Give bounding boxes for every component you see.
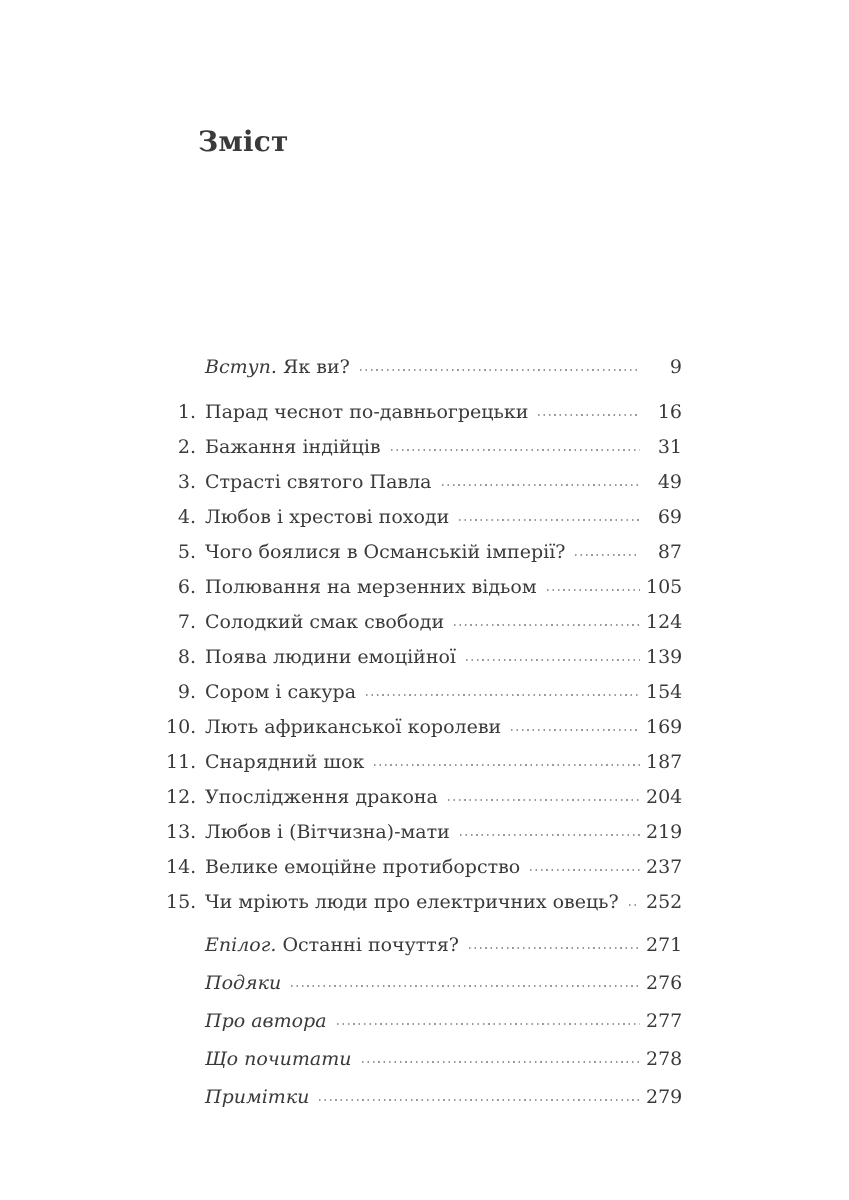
- entry-title-italic: Подяки: [205, 972, 282, 994]
- chapter-number: 12.: [166, 785, 197, 808]
- chapter-title: Чи мріють люди про електричних овець?: [205, 890, 619, 913]
- chapter-number: 15.: [166, 890, 197, 913]
- toc-entry-chapter: [166, 534, 682, 569]
- dotted-leader: [362, 1061, 641, 1063]
- chapter-number: 10.: [166, 715, 197, 738]
- toc-entry-chapter: [166, 709, 682, 744]
- toc-entry-chapter: [166, 569, 682, 604]
- dotted-leader: [360, 369, 640, 371]
- chapter-number: 7.: [177, 610, 196, 633]
- chapter-number: 6.: [177, 575, 196, 598]
- entry-title-regular: Як ви?: [283, 355, 350, 378]
- chapter-title: Солодкий смак свободи: [205, 610, 445, 633]
- page-number: 204: [646, 785, 683, 808]
- entry-title-regular: Останні почуття?: [282, 934, 459, 956]
- toc-entry-chapter: [166, 499, 682, 534]
- chapter-title: Упослідження дракона: [205, 785, 438, 808]
- page-number: 187: [646, 750, 683, 773]
- chapter-title: Полювання на мерзенних відьом: [205, 575, 537, 598]
- toc-entry-chapter: [166, 779, 682, 814]
- chapter-title: Чого боялися в Османській імперії?: [205, 540, 566, 563]
- page-number: 252: [646, 890, 683, 913]
- page-number: 16: [657, 400, 682, 423]
- toc-entry-chapter: [166, 639, 682, 674]
- dotted-leader: [366, 694, 640, 696]
- dotted-leader: [459, 519, 640, 521]
- page-number: 154: [646, 680, 683, 703]
- page-number: 271: [646, 934, 683, 956]
- toc-entry-chapter: [166, 464, 682, 499]
- entry-title: [205, 1086, 309, 1108]
- dotted-leader: [291, 985, 640, 987]
- chapter-number: 2.: [177, 435, 196, 458]
- entry-title-italic: Вступ.: [205, 355, 277, 378]
- page-number: 278: [646, 1048, 683, 1070]
- chapter-title: Сором і сакура: [205, 680, 357, 703]
- chapter-title: Велике емоційне протиборство: [205, 855, 521, 878]
- page-number: 139: [646, 645, 683, 668]
- page-number: 87: [657, 540, 682, 563]
- dotted-leader: [469, 947, 640, 949]
- page-number: 237: [646, 855, 683, 878]
- entry-title-italic: Епілог.: [205, 934, 277, 956]
- toc-entry-epilogue: [166, 926, 682, 964]
- toc-entry-chapter: [166, 884, 682, 919]
- toc-entry-acknowledgements: [166, 964, 682, 1002]
- dotted-leader: [629, 904, 640, 906]
- page-number: 277: [646, 1010, 683, 1032]
- chapter-title: Парад чеснот по-давньогрецьки: [205, 400, 529, 423]
- dotted-leader: [448, 799, 640, 801]
- toc-entry-notes: [166, 1078, 682, 1116]
- toc-entry-intro: [166, 349, 682, 384]
- entry-title: [205, 972, 281, 994]
- toc-entry-chapter: [166, 394, 682, 429]
- chapter-number: 9.: [177, 680, 196, 703]
- dotted-leader: [575, 554, 640, 556]
- page-number: 31: [657, 435, 682, 458]
- table-of-contents: [166, 349, 682, 1116]
- dotted-leader: [547, 589, 640, 591]
- chapter-number: 13.: [166, 820, 197, 843]
- chapter-title: Страсті святого Павла: [205, 470, 432, 493]
- entry-title-italic: Про автора: [205, 1010, 327, 1032]
- page-number: 69: [657, 505, 682, 528]
- chapter-number: 4.: [177, 505, 196, 528]
- dotted-leader: [460, 834, 640, 836]
- page-number: 276: [646, 972, 683, 994]
- chapter-number: 1.: [177, 400, 196, 423]
- chapter-title: Снарядний шок: [205, 750, 365, 773]
- dotted-leader: [391, 449, 640, 451]
- chapter-number: 14.: [166, 855, 197, 878]
- dotted-leader: [466, 659, 640, 661]
- chapter-title: Любов і (Вітчизна)-мати: [205, 820, 450, 843]
- entry-title: [205, 1048, 352, 1070]
- page-number: 49: [657, 470, 682, 493]
- chapter-title: Бажання індійців: [205, 435, 381, 458]
- toc-entry-chapter: [166, 744, 682, 779]
- entry-title-italic: Що почитати: [205, 1048, 352, 1070]
- dotted-leader: [337, 1023, 640, 1025]
- chapter-number: 5.: [177, 540, 196, 563]
- chapter-number: 3.: [177, 470, 196, 493]
- toc-entry-chapter: [166, 849, 682, 884]
- toc-entry-chapter: [166, 814, 682, 849]
- page-title: Зміст: [198, 124, 289, 158]
- page-number: 105: [646, 575, 683, 598]
- toc-entry-about-author: [166, 1002, 682, 1040]
- entry-title-italic: Примітки: [205, 1086, 310, 1108]
- toc-entry-chapter: [166, 674, 682, 709]
- dotted-leader: [442, 484, 640, 486]
- dotted-leader: [374, 764, 640, 766]
- chapter-number: 11.: [166, 750, 197, 773]
- toc-back-matter: [166, 926, 682, 1116]
- toc-entry-chapter: [166, 604, 682, 639]
- page-number: 219: [646, 820, 683, 843]
- chapter-title: Лють африканської королеви: [205, 715, 502, 738]
- dotted-leader: [511, 729, 640, 731]
- dotted-leader: [454, 624, 640, 626]
- chapter-title: Любов і хрестові походи: [205, 505, 450, 528]
- page-number: 169: [646, 715, 683, 738]
- dotted-leader: [319, 1099, 640, 1101]
- toc-entry-chapter: [166, 429, 682, 464]
- chapter-number: 8.: [177, 645, 196, 668]
- toc-entry-further-reading: [166, 1040, 682, 1078]
- page-number: 124: [646, 610, 683, 633]
- chapter-title: Поява людини емоційної: [205, 645, 456, 668]
- entry-title: [205, 356, 350, 378]
- dotted-leader: [530, 869, 640, 871]
- entry-title: [205, 934, 459, 956]
- dotted-leader: [538, 414, 640, 416]
- page-number: 279: [646, 1086, 683, 1108]
- page-number: 9: [669, 355, 682, 378]
- entry-title: [205, 1010, 327, 1032]
